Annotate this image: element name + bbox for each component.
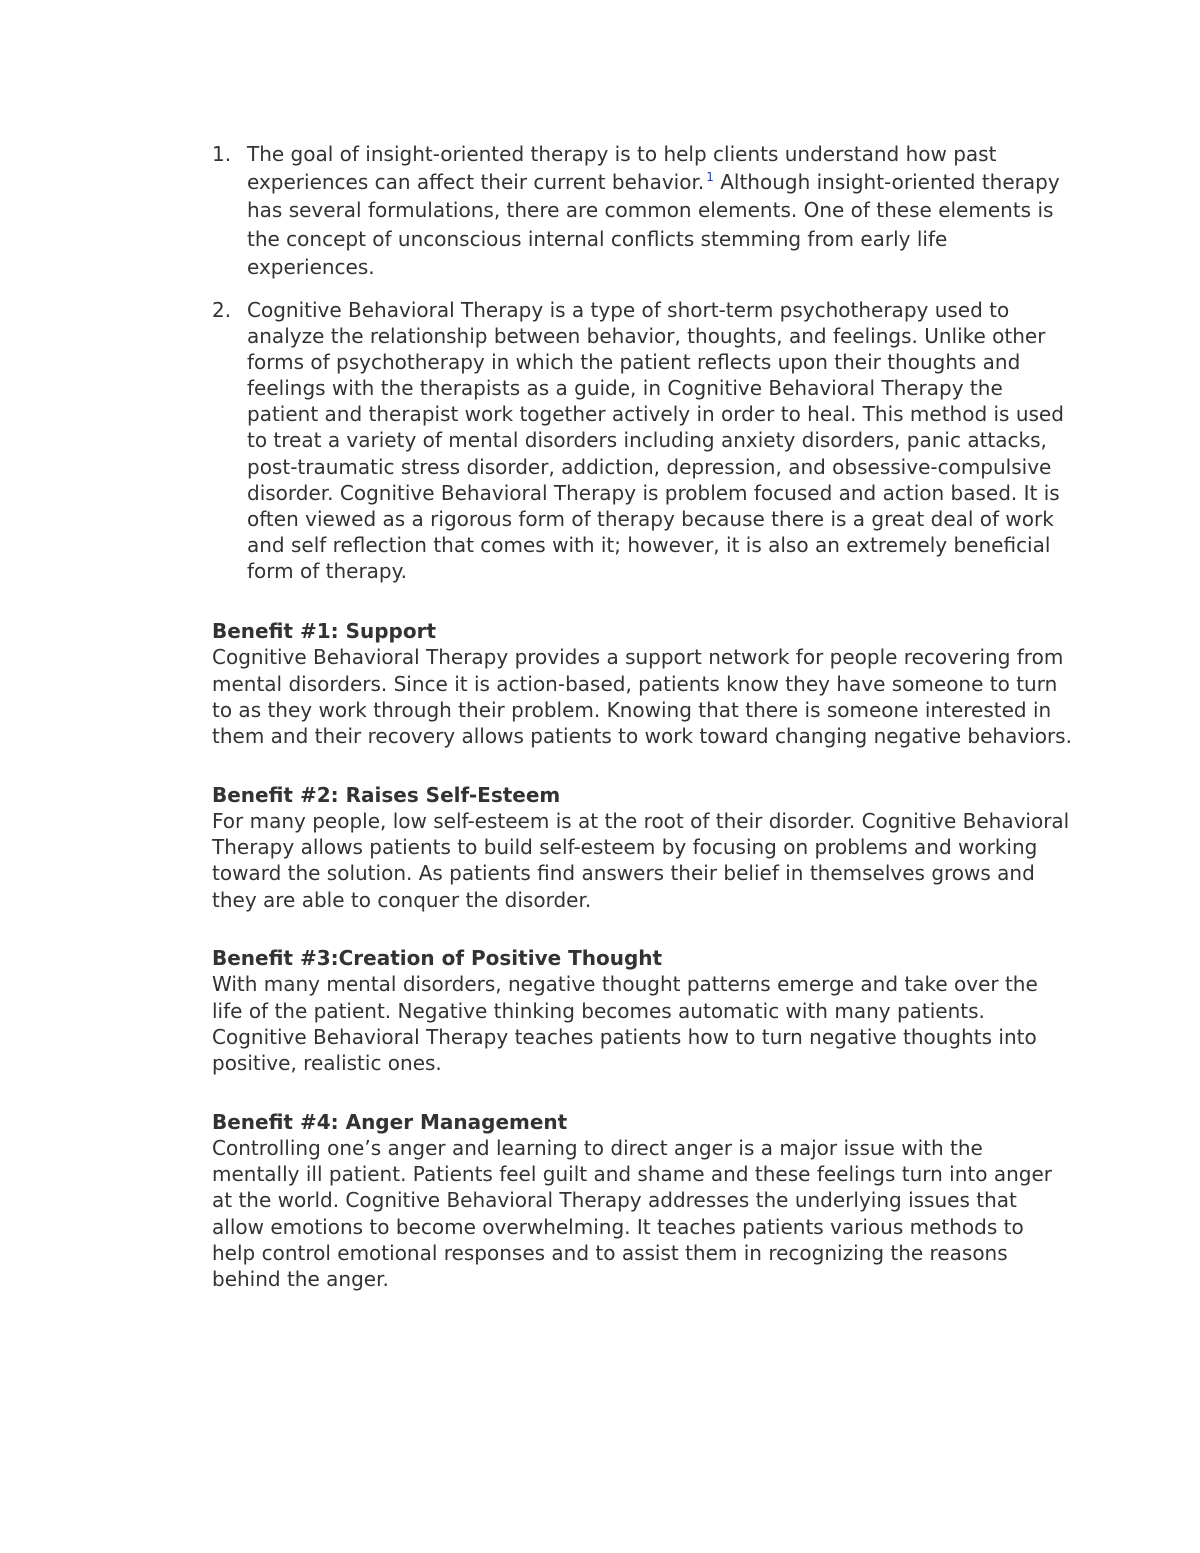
benefit-heading-2: Benefit #2: Raises Self-Esteem [212, 782, 561, 807]
benefit-section-3 [212, 945, 1072, 1076]
benefit-body-2: For many people, low self-esteem is at the root of their disorder. Cognitive Behavioral Therapy allows patients to build self-esteem by focusing on problems and working toward the solution. As patients find answers their belief in themselves grows and they are able to conquer the disorder. [212, 808, 1070, 912]
benefit-body-1: Cognitive Behavioral Therapy provides a support network for people recovering from mental disorders. Since it is action-based, patients know they have someone to turn to as they work through their problem. Knowing that there is someone interested in them and their recovery allows patients to work toward changing negative behaviors. [212, 645, 1072, 749]
list-text-1a: The goal of insight-oriented therapy is to help clients understand how past experiences can affect their current behavior. [247, 142, 997, 195]
numbered-list [212, 140, 1072, 584]
list-text-1b: Although insight-oriented therapy has several formulations, there are common elements. One of these elements is the concept of unconscious internal conflicts stemming from early life experiences. [247, 170, 1060, 279]
benefit-heading-4: Benefit #4: Anger Management [212, 1109, 568, 1134]
benefit-body-3: With many mental disorders, negative thought patterns emerge and take over the life of the patient. Negative thinking becomes automatic with many patients. Cognitive Behavioral Therapy teaches patients how to turn negative thoughts into positive, realistic ones. [212, 972, 1038, 1076]
benefit-section-4 [212, 1109, 1072, 1293]
list-number-2: 2. [212, 298, 232, 323]
list-item-1 [212, 140, 1072, 281]
list-number-1: 1. [212, 142, 232, 166]
list-text-2: Cognitive Behavioral Therapy is a type of short-term psychotherapy used to analyze the relationship between behavior, thoughts, and feelings. Unlike other forms of psychotherapy in which the patient reflects upon their thoughts and feelings with the therapists as a guide, in Cognitive Behavioral Therapy the patient and therapist work together actively in order to heal. This method is used to treat a variety of mental disorders including anxiety disorders, panic attacks, post-traumatic stress disorder, addiction, depression, and obsessive-compulsive disorder. Cognitive Behavioral Therapy is problem focused and action based. It is often viewed as a rigorous form of therapy because there is a great deal of work and self reflection that comes with it; however, it is also an extremely beneficial form of therapy. [247, 298, 1064, 583]
footnote-marker-1[interactable]: 1 [706, 170, 714, 185]
benefit-heading-1: Benefit #1: Support [212, 619, 437, 644]
benefit-section-2 [212, 782, 1072, 913]
list-item-2 [212, 297, 1072, 584]
benefit-heading-3: Benefit #3:Creation of Positive Thought [212, 946, 663, 971]
benefit-body-4: Controlling one’s anger and learning to direct anger is a major issue with the mentally ill patient. Patients feel guilt and shame and these feelings turn into anger at the world. Cognitive Behavioral Therapy addresses the underlying issues that allow emotions to become overwhelming. It teaches patients various methods to help control emotional responses and to assist them in recognizing the reasons behind the anger. [212, 1135, 1052, 1292]
benefit-section-1 [212, 618, 1072, 749]
document-page [212, 140, 1072, 1293]
